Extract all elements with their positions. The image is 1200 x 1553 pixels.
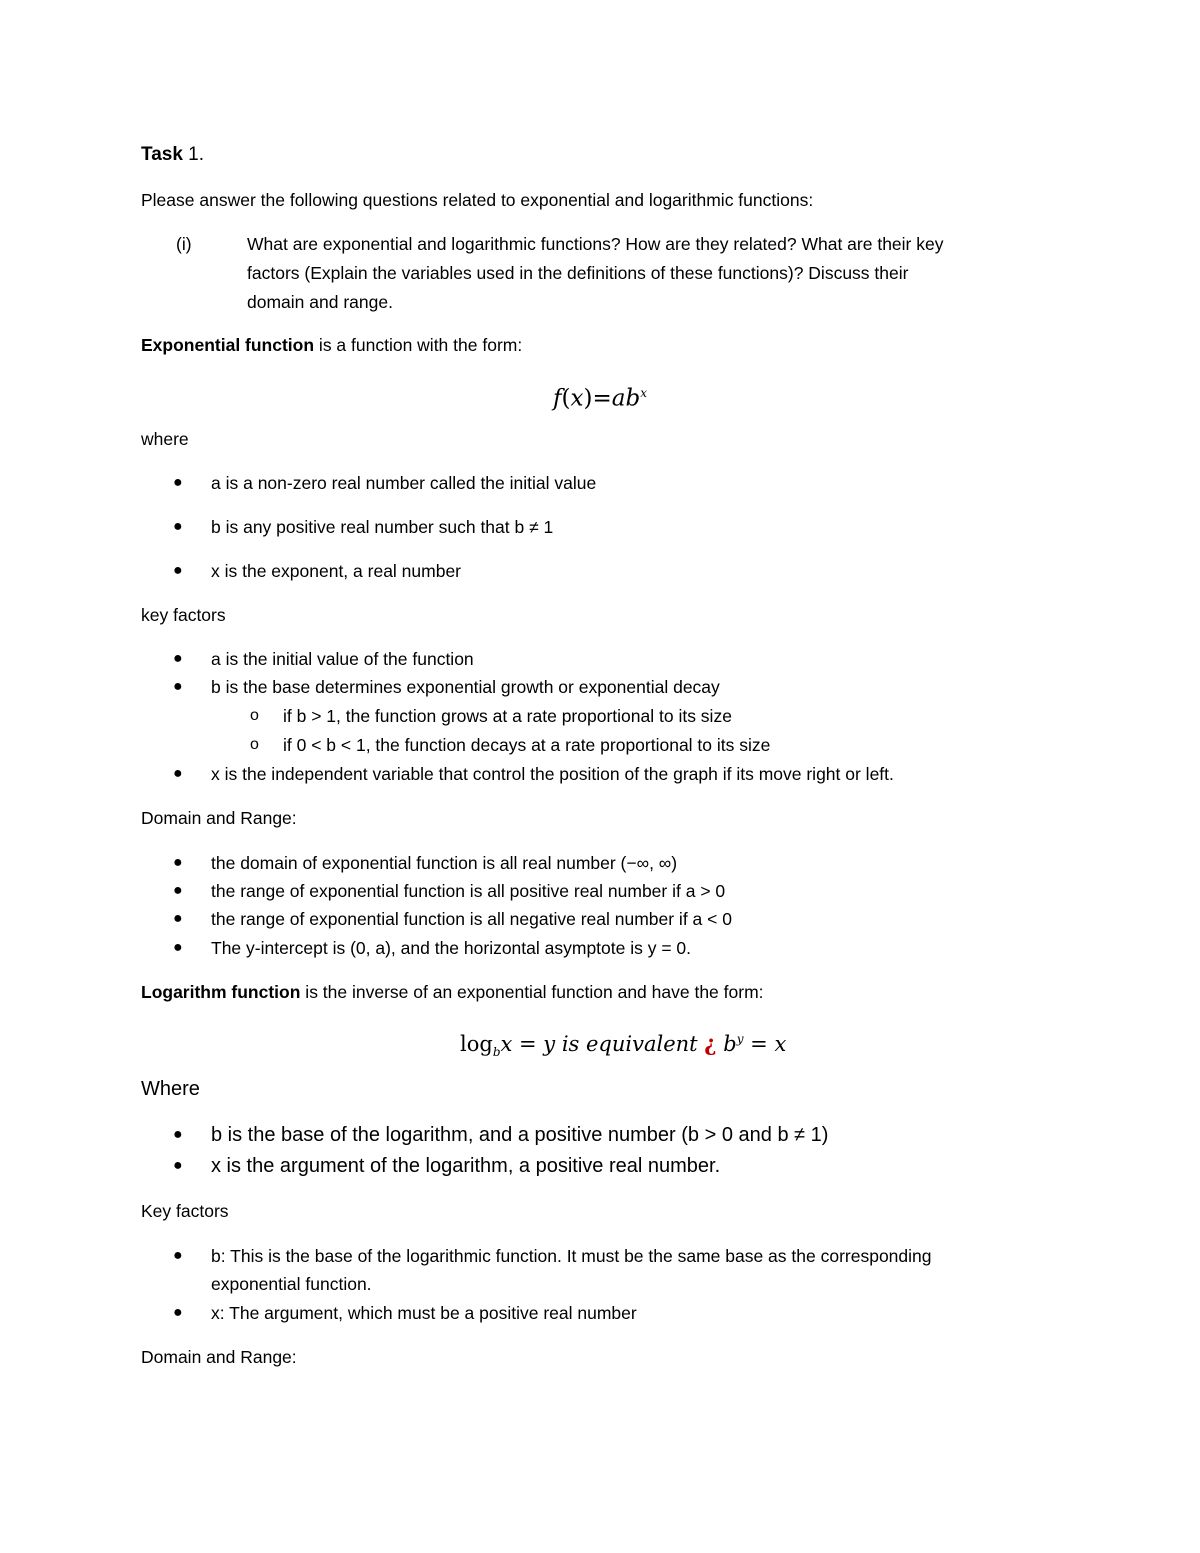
log-key-factors-heading: Key factors bbox=[141, 1201, 229, 1221]
log-key-factor-b-line-2: exponential function. bbox=[211, 1274, 372, 1294]
exponential-term: Exponential function bbox=[141, 335, 315, 355]
formula-x: x bbox=[570, 385, 584, 412]
bullet-marker: ● bbox=[173, 650, 183, 667]
question-line-3: domain and range. bbox=[247, 292, 393, 312]
bullet-marker: ● bbox=[173, 1247, 183, 1264]
logarithm-definition-rest: is the inverse of an exponential function and have the form: bbox=[300, 982, 764, 1002]
sub-item-decay: if 0 < b < 1, the function decays at a rate proportional to its size bbox=[283, 735, 771, 755]
sub-item-growth: if b > 1, the function grows at a rate proportional to its size bbox=[283, 706, 732, 726]
logarithm-formula bbox=[460, 1024, 786, 1067]
log-key-factor-b-line-1: b: This is the base of the logarithmic function. It must be the same base as the corresponding bbox=[211, 1246, 932, 1266]
bullet-marker: ● bbox=[173, 562, 183, 579]
formula-f: f bbox=[553, 385, 562, 412]
log-formula-middle: x = y is equivalent bbox=[500, 1032, 705, 1056]
log-where-label: Where bbox=[141, 1078, 200, 1100]
log-formula-exponent: y bbox=[736, 1032, 744, 1046]
bullet-marker: ● bbox=[173, 1304, 183, 1321]
formula-exponent: x bbox=[640, 386, 647, 400]
bullet-marker: ● bbox=[173, 939, 183, 956]
domain-item-3: the range of exponential function is all negative real number if a < 0 bbox=[211, 909, 732, 929]
exponential-definition bbox=[141, 334, 522, 356]
log-formula-base: b bbox=[716, 1032, 737, 1056]
task-heading-bold: Task bbox=[141, 144, 183, 165]
bullet-marker: ● bbox=[173, 518, 183, 535]
domain-item-4: The y-intercept is (0, a), and the horizontal asymptote is y = 0. bbox=[211, 938, 692, 958]
question-line-1: What are exponential and logarithmic functions? How are they related? What are their key bbox=[247, 234, 944, 254]
where-label: where bbox=[141, 429, 189, 449]
exponential-formula bbox=[553, 378, 647, 414]
sub-bullet-marker: o bbox=[250, 707, 259, 724]
task-heading-number: 1. bbox=[182, 144, 205, 165]
log-base-subscript: b bbox=[492, 1045, 501, 1060]
bullet-marker: ● bbox=[173, 910, 183, 927]
where-item-x: x is the exponent, a real number bbox=[211, 561, 462, 581]
bullet-marker: ● bbox=[173, 882, 183, 899]
logarithm-term: Logarithm function bbox=[141, 982, 301, 1002]
bullet-marker: ● bbox=[173, 765, 183, 782]
exponential-definition-rest: is a function with the form: bbox=[314, 335, 523, 355]
key-factor-x: x is the independent variable that control the position of the graph if its move right or left. bbox=[211, 764, 894, 784]
log-where-item-b: b is the base of the logarithm, and a positive number (b > 0 and b ≠ 1) bbox=[211, 1124, 829, 1146]
question-number: (i) bbox=[176, 234, 192, 254]
where-item-b: b is any positive real number such that b ≠ 1 bbox=[211, 517, 554, 537]
log-formula-end: = x bbox=[743, 1032, 787, 1056]
key-factor-a: a is the initial value of the function bbox=[211, 649, 474, 669]
bullet-marker: ● bbox=[173, 678, 183, 695]
log-formula-glyph: ¿ bbox=[704, 1031, 717, 1056]
sub-bullet-marker: o bbox=[250, 736, 259, 753]
formula-ab: ab bbox=[611, 385, 641, 412]
where-item-a: a is a non-zero real number called the initial value bbox=[211, 473, 597, 493]
formula-rparen: ) bbox=[583, 385, 593, 412]
log-domain-heading: Domain and Range: bbox=[141, 1347, 297, 1367]
logarithm-definition bbox=[141, 981, 764, 1003]
intro-paragraph: Please answer the following questions related to exponential and logarithmic functions: bbox=[141, 190, 814, 210]
domain-item-2: the range of exponential function is all positive real number if a > 0 bbox=[211, 881, 726, 901]
formula-lparen: ( bbox=[561, 385, 571, 412]
bullet-marker: ● bbox=[173, 1126, 183, 1143]
bullet-marker: ● bbox=[173, 854, 183, 871]
key-factors-heading: key factors bbox=[141, 605, 226, 625]
log-word: log bbox=[460, 1032, 493, 1056]
log-where-item-x: x is the argument of the logarithm, a positive real number. bbox=[211, 1155, 721, 1177]
exp-domain-heading: Domain and Range: bbox=[141, 808, 297, 828]
bullet-marker: ● bbox=[173, 1157, 183, 1174]
question-line-2: factors (Explain the variables used in the definitions of these functions)? Discuss their bbox=[247, 263, 909, 283]
formula-equals: = bbox=[592, 385, 612, 412]
task-heading bbox=[141, 144, 204, 166]
domain-item-1: the domain of exponential function is all real number (−∞, ∞) bbox=[211, 853, 678, 873]
key-factor-b: b is the base determines exponential growth or exponential decay bbox=[211, 677, 720, 697]
bullet-marker: ● bbox=[173, 474, 183, 491]
log-key-factor-x: x: The argument, which must be a positive real number bbox=[211, 1303, 637, 1323]
